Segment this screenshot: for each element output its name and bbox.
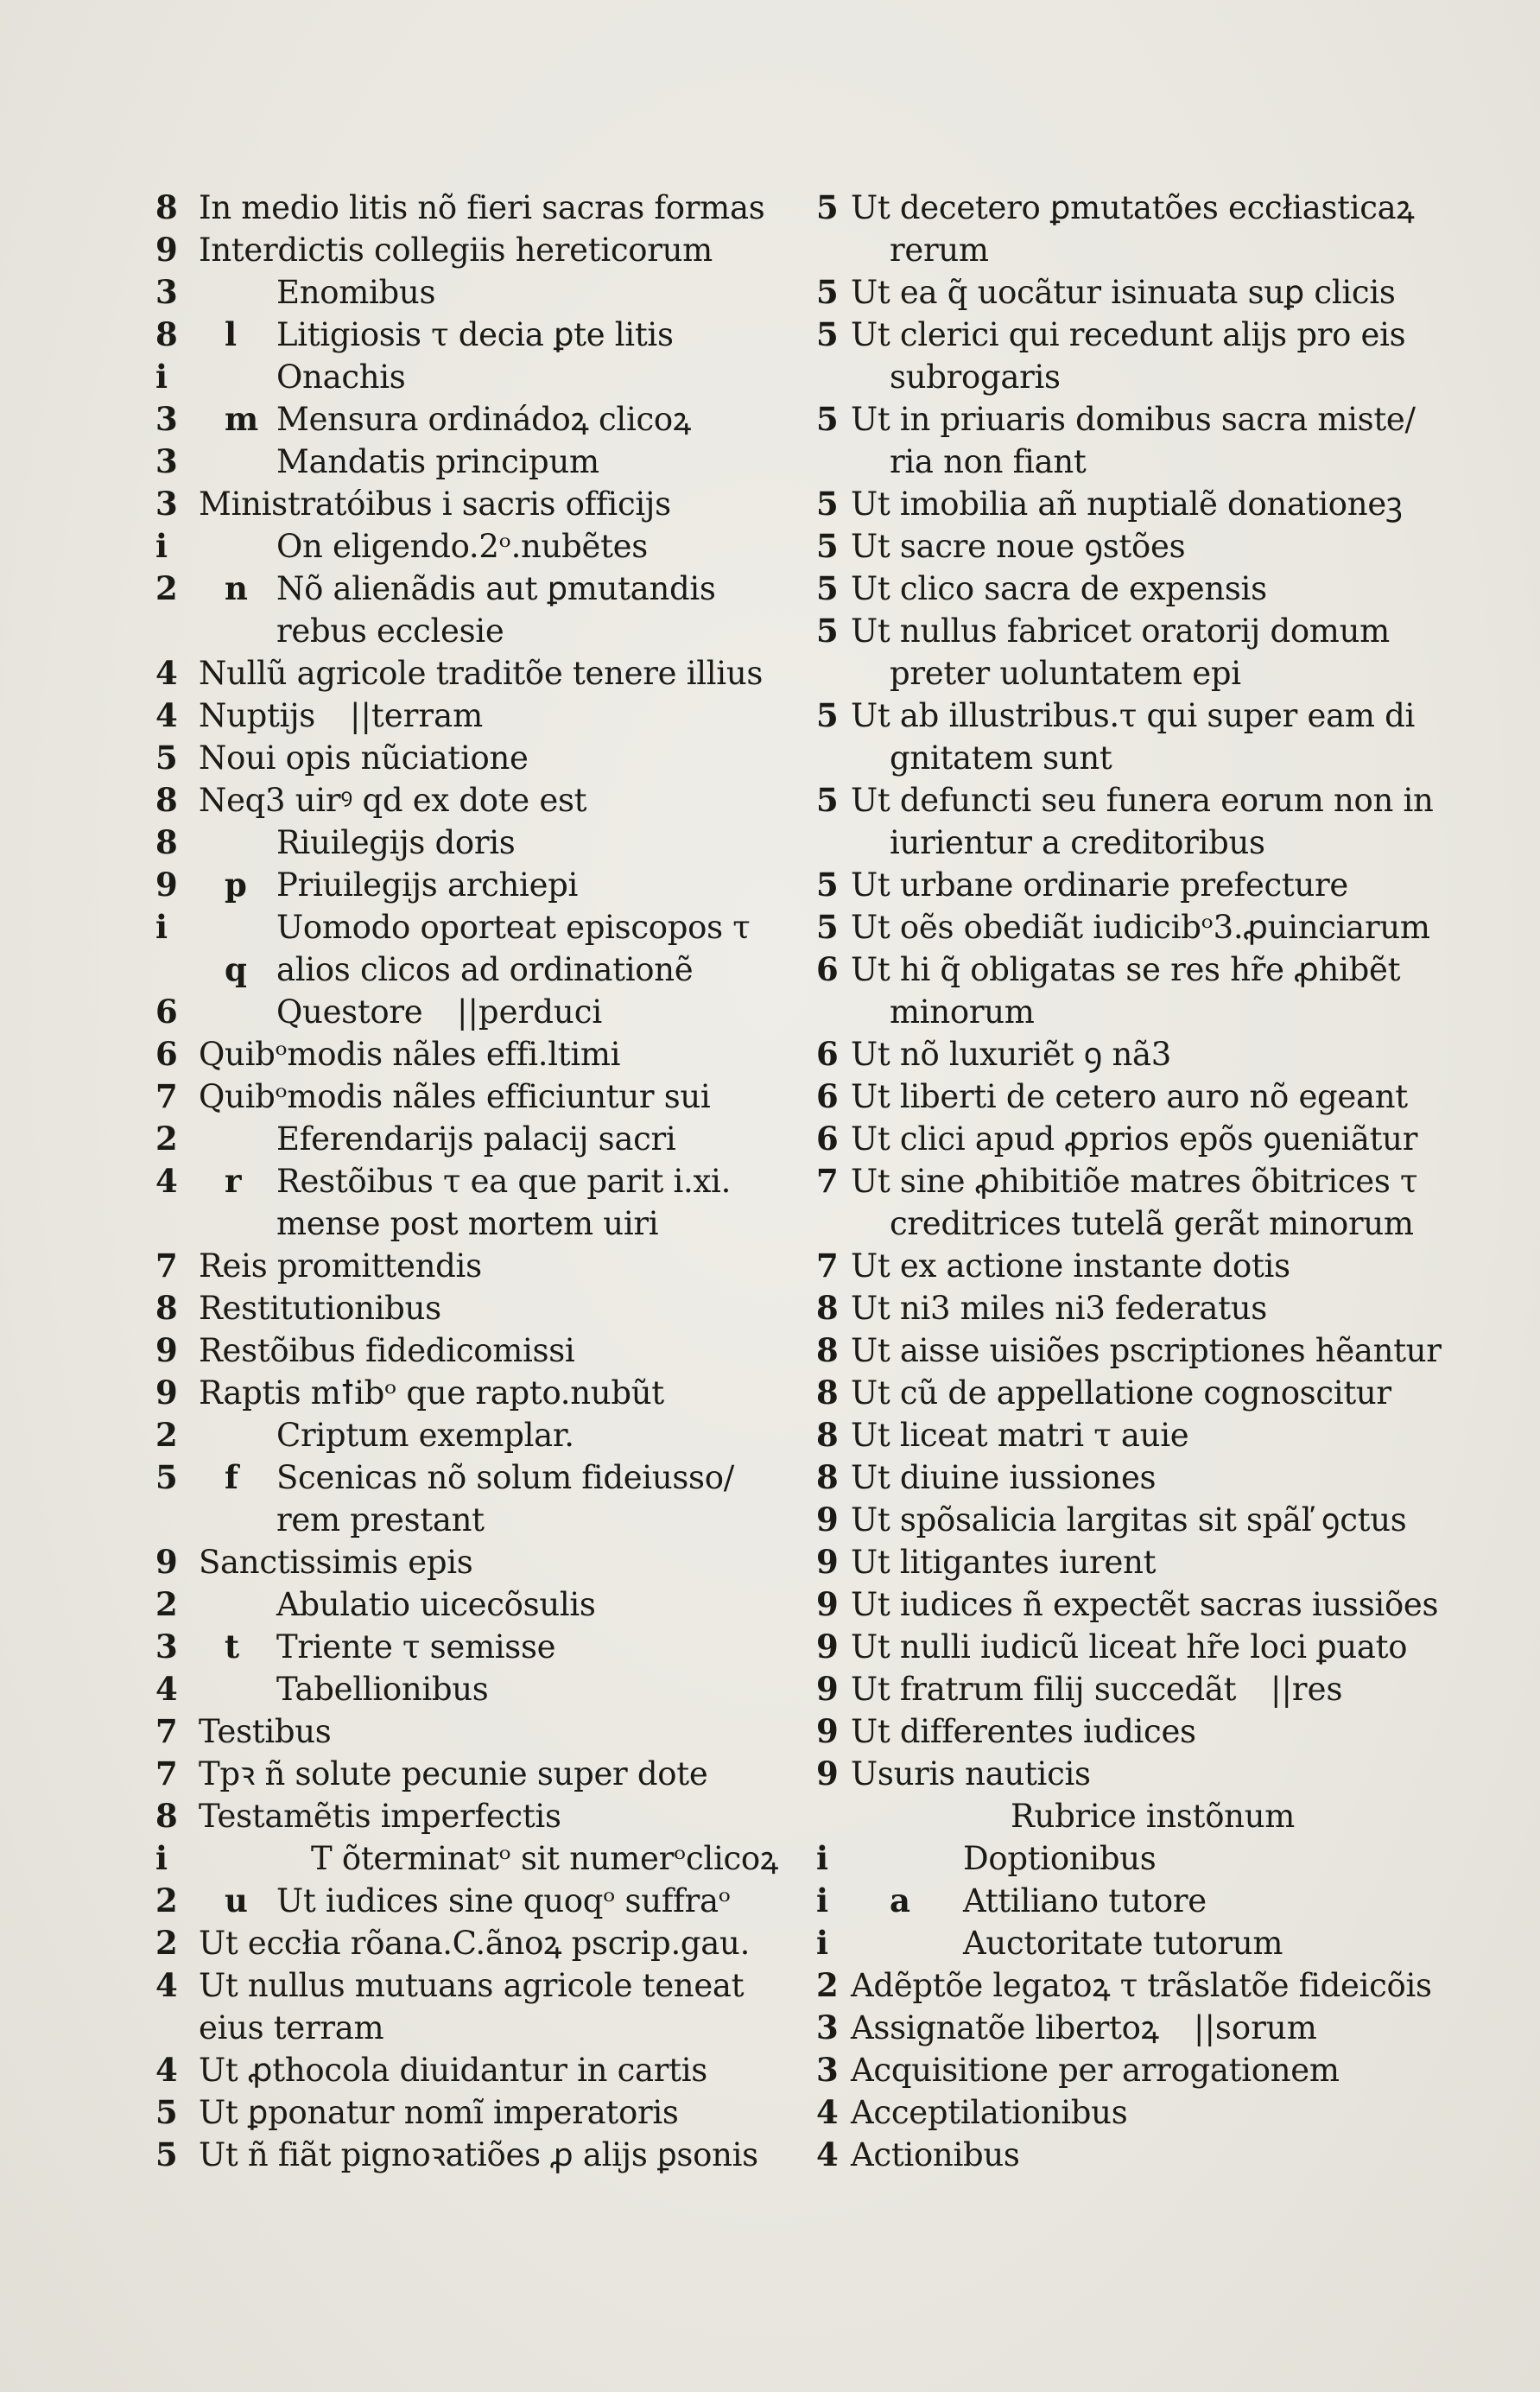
entry-text: Reis promittendis [199,1247,482,1285]
index-column-right [808,187,1447,2176]
index-entry [808,1753,1447,1795]
entry-number: i [155,908,168,946]
section-letter: q [225,950,247,988]
continuation-note: ||sorum [1194,2009,1317,2046]
index-entry [808,568,1447,610]
entry-text: Enomibus [276,274,436,311]
index-entry [155,1329,777,1372]
entry-text: Ut diuine iussiones [851,1459,1157,1496]
index-entry [808,229,1447,271]
index-entry [155,1668,777,1710]
entry-number: 5 [816,866,839,904]
section-letter: f [225,1458,238,1496]
index-entry [808,1202,1447,1245]
entry-number: i [155,527,168,565]
entry-text: Ut urbane ordinarie prefecture [851,866,1348,904]
index-entry [808,1795,1447,1837]
index-entry [155,1880,777,1922]
entry-number: 4 [155,696,178,734]
entry-text: Abulatio uicecõsulis [276,1586,596,1623]
entry-number: 5 [155,739,178,777]
index-entry [808,1456,1447,1499]
index-entry [808,1964,1447,2007]
entry-number: 2 [816,1966,839,2004]
entry-number: 9 [155,866,178,904]
entry-number: 5 [816,485,839,523]
index-entry [808,1329,1447,1372]
entry-number: 9 [816,1585,839,1623]
index-entry [808,1075,1447,1118]
index-entry [808,1414,1447,1456]
entry-text: Testibus [199,1713,332,1750]
entry-number: 9 [155,1543,178,1581]
entry-text: Nõ alienãdis aut ꝑmutandis [276,570,716,607]
entry-text: Interdictis collegiis hereticorum [199,232,713,269]
index-entry [155,1160,777,1202]
entry-text: Acceptilationibus [851,2094,1128,2131]
entry-text: Ut liceat matri τ auie [851,1417,1189,1454]
entry-text: Adẽptõe legatoꝝ τ trãslatõe fideicõis [851,1967,1432,2004]
entry-text: Restõibus τ ea que parit i.xi. [276,1163,732,1200]
entry-text: Ut liberti de cetero auro nõ egeant [851,1078,1408,1115]
index-entry [808,695,1447,737]
index-entry [808,483,1447,525]
entry-text: Ut ab illustribus.τ qui super eam di [851,697,1415,734]
entry-text: Actionibus [851,2136,1020,2173]
entry-number: 9 [816,1543,839,1581]
entry-text: Ut ꝑponatur nomĩ imperatoris [199,2094,679,2131]
index-column-left [155,187,777,2176]
index-entry [155,822,777,864]
index-entry [155,737,777,779]
index-entry [155,864,777,906]
entry-number: 6 [155,993,178,1031]
entry-number: 3 [816,2051,839,2089]
entry-number: 2 [155,1416,178,1454]
entry-text: Onachis [276,358,406,396]
entry-number: 5 [155,2135,178,2173]
entry-number: 4 [155,1966,178,2004]
entry-text: Ut differentes iudices [851,1713,1196,1750]
entry-text: Ut ñ fiãt pignoꝛatiões ꝓ alijs ꝑsonis [199,2136,758,2173]
index-entry [155,949,777,991]
index-entry [808,1710,1447,1753]
entry-text: Raptis mꝉibᵒ que rapto.nubũt [199,1374,664,1412]
index-entry [808,1837,1447,1880]
index-entry [155,441,777,483]
entry-number: 4 [155,1162,178,1200]
entry-text: iurientur a creditoribus [890,824,1265,861]
index-entry [808,1245,1447,1287]
index-entry [155,1202,777,1245]
entry-number: 8 [155,315,178,353]
entry-text: Riuilegijs doris [276,824,516,861]
entry-text: Ut ꝓthocola diuidantur in cartis [199,2052,707,2089]
index-entry [808,864,1447,906]
entry-number: 5 [816,569,839,607]
entry-text: minorum [890,993,1035,1031]
index-entry [155,1626,777,1668]
index-entry [155,652,777,695]
entry-text: Ut iudices sine quoqᵒ suffraᵒ [276,1882,731,1919]
index-entry [808,271,1447,314]
index-entry [808,1541,1447,1583]
index-entry [155,1710,777,1753]
index-entry [808,1880,1447,1922]
entry-number: 9 [816,1712,839,1750]
entry-number: 8 [816,1416,839,1454]
entry-number: 9 [816,1501,839,1539]
entry-number: 7 [816,1247,839,1285]
entry-number: 9 [155,231,178,269]
index-entry [155,1414,777,1456]
entry-number: 7 [155,1712,178,1750]
entry-number: 2 [155,1924,178,1962]
index-entry [155,2091,777,2134]
entry-text: Ut hi q̃ obligatas se res hr̃e ꝓhibẽt [851,951,1401,988]
continuation-note: ||perduci [457,993,603,1031]
entry-number: 3 [816,2008,839,2046]
entry-number: 8 [155,781,178,819]
entry-text: Ut oẽs obediãt iudicibᵒ3.ꝓuinciarum [851,909,1430,946]
entry-number: 4 [816,2093,839,2131]
index-entry [808,1668,1447,1710]
index-entry [155,1033,777,1075]
entry-number: 5 [816,781,839,819]
entry-number: 2 [155,1881,178,1919]
index-entry [155,1922,777,1964]
entry-text: Sanctissimis epis [199,1544,473,1581]
entry-number: 8 [816,1331,839,1369]
section-letter: r [225,1162,242,1200]
entry-number: 9 [155,1374,178,1412]
index-entry [155,1075,777,1118]
entry-text: Ut clerici qui recedunt alijs pro eis [851,316,1406,353]
entry-number: 8 [816,1289,839,1327]
entry-text: rem prestant [276,1501,485,1539]
entry-number: 5 [816,273,839,311]
entry-text: Criptum exemplar. [276,1417,574,1454]
entry-text: Mensura ordinádoꝝ clicoꝝ [276,401,691,438]
entry-text: Ut ex actione instante dotis [851,1247,1290,1285]
entry-number: 6 [816,1035,839,1073]
entry-number: 8 [816,1458,839,1496]
index-entry [808,398,1447,441]
index-entry [808,906,1447,949]
index-entry [808,1160,1447,1202]
entry-number: i [155,358,168,396]
index-entry [808,1626,1447,1668]
index-entry [155,1964,777,2007]
entry-number: i [816,1839,829,1877]
entry-text: Ut decetero ꝑmutatões eccłiasticaꝝ [851,189,1415,226]
index-entry [808,1033,1447,1075]
entry-text: creditrices tutelã gerãt minorum [890,1205,1414,1242]
entry-text: Ut fratrum filij succedãt [851,1671,1237,1708]
index-entry [808,1118,1447,1160]
entry-text: Neq3 uirꝰ qd ex dote est [199,782,587,819]
index-entry [808,1583,1447,1626]
section-letter: t [225,1627,240,1666]
entry-number: 5 [816,696,839,734]
entry-number: i [816,1881,829,1919]
entry-text: On eligendo.2ᵒ.nubẽtes [276,528,648,565]
entry-text: Priuilegijs archiepi [276,866,579,904]
entry-number: 6 [816,950,839,988]
index-entry [155,356,777,398]
entry-text: Auctoritate tutorum [963,1925,1283,1962]
index-entry [808,991,1447,1033]
index-entry [155,271,777,314]
section-letter: u [225,1881,248,1919]
index-entry [155,2049,777,2091]
entry-text: Ut nõ luxuriẽt ꝯ nã3 [851,1036,1171,1073]
entry-number: 4 [816,2135,839,2173]
index-entry [155,187,777,229]
entry-text: Ut cũ de appellatione cognoscitur [851,1374,1391,1412]
index-entry [155,1118,777,1160]
index-entry [808,2091,1447,2134]
entry-number: 4 [155,1670,178,1708]
entry-number: 2 [155,569,178,607]
entry-number: 3 [155,485,178,523]
entry-text: Litigiosis τ decia ꝑte litis [276,316,674,353]
index-entry [155,1287,777,1329]
entry-text: mense post mortem uiri [276,1205,659,1242]
entry-number: 9 [155,1331,178,1369]
entry-text: Ut in priuaris domibus sacra miste/ [851,401,1416,438]
index-entry [808,610,1447,652]
index-entry [808,187,1447,229]
entry-text: Acquisitione per arrogationem [851,2052,1340,2089]
entry-text: Eferendarijs palacij sacri [276,1120,676,1158]
index-entry [808,822,1447,864]
entry-text: Ut nulli iudicũ liceat hr̃e loci ꝑuato [851,1628,1408,1666]
entry-text: Ut aisse uisiões pscriptiones hẽantur [851,1332,1442,1369]
section-letter: n [225,569,248,607]
index-entry [155,779,777,822]
section-letter: m [225,400,259,438]
entry-text: T õterminatᵒ sit numerᵒclicoꝝ [311,1840,778,1877]
entry-text: Tpꝛ ñ solute pecunie super dote [199,1755,708,1792]
entry-number: 5 [816,527,839,565]
index-entry [808,1499,1447,1541]
entry-number: 8 [155,1797,178,1835]
entry-text: Ut litigantes iurent [851,1544,1157,1581]
index-entry [808,356,1447,398]
entry-number: 5 [816,188,839,226]
index-entry [155,610,777,652]
index-entry [155,2007,777,2049]
entry-number: 5 [816,908,839,946]
entry-number: 2 [155,1585,178,1623]
entry-text: eius terram [199,2009,384,2046]
entry-text: Ut spõsalicia largitas sit spãľ ꝯctus [851,1501,1407,1539]
entry-number: 9 [816,1754,839,1792]
continuation-note: ||terram [350,697,484,734]
entry-text: alios clicos ad ordinationẽ [276,951,694,988]
entry-number: 3 [155,1627,178,1666]
index-entry [808,441,1447,483]
entry-text: Triente τ semisse [276,1628,556,1666]
index-entry [155,1753,777,1795]
index-entry [808,737,1447,779]
entry-number: 3 [155,442,178,480]
index-entry [155,695,777,737]
index-entry [155,1795,777,1837]
entry-number: 4 [155,2051,178,2089]
index-entry [155,483,777,525]
entry-text: Usuris nauticis [851,1755,1091,1792]
entry-text: Questore [276,993,423,1031]
entry-text: Restitutionibus [199,1290,441,1327]
entry-number: i [816,1924,829,1962]
entry-text: Doptionibus [963,1840,1157,1877]
entry-number: 8 [155,823,178,861]
entry-number: 5 [155,1458,178,1496]
entry-text: Ut defuncti seu funera eorum non in [851,782,1434,819]
index-entry [155,1541,777,1583]
entry-text: Ministratóibus i sacris officijs [199,485,671,523]
section-letter: p [225,866,247,904]
index-entry [808,949,1447,991]
entry-text: preter uoluntatem epi [890,655,1241,692]
entry-text: Ut sine ꝓhibitiõe matres õbitrices τ [851,1163,1418,1200]
entry-text: Testamẽtis imperfectis [199,1798,561,1835]
entry-number: 5 [155,2093,178,2131]
entry-number: 6 [816,1077,839,1115]
entry-text: Ut ea q̃ uocãtur isinuata suꝑ clicis [851,274,1396,311]
entry-text: Rubrice instõnum [1011,1798,1296,1835]
index-entry [808,1922,1447,1964]
entry-text: Mandatis principum [276,443,599,480]
entry-text: subrogaris [890,358,1061,396]
entry-text: rerum [890,232,989,269]
entry-text: Ut iudices ñ expectẽt sacras iussiões [851,1586,1439,1623]
entry-text: Nullũ agricole traditõe tenere illius [199,655,764,692]
entry-text: Nuptijs [199,697,315,734]
index-entry [155,1372,777,1414]
entry-text: Scenicas nõ solum fideiusso/ [276,1459,734,1496]
entry-text: Ut sacre noue ꝯstões [851,528,1186,565]
entry-number: 4 [155,654,178,692]
entry-number: 5 [816,400,839,438]
entry-number: 7 [816,1162,839,1200]
entry-text: Tabellionibus [276,1671,489,1708]
index-entry [155,1837,777,1880]
index-entry [808,1372,1447,1414]
entry-number: 6 [816,1120,839,1158]
index-entry [155,568,777,610]
entry-number: 8 [816,1374,839,1412]
index-entry [155,314,777,356]
entry-number: i [155,1839,168,1877]
index-entry [155,525,777,568]
entry-text: Ut imobilia añ nuptialẽ donationeꝫ [851,485,1403,523]
entry-text: rebus ecclesie [276,612,504,650]
index-entry [155,1583,777,1626]
entry-text: Ut eccłia rõana.C.ãnoꝝ pscrip.gau. [199,1925,751,1962]
entry-number: 7 [155,1754,178,1792]
entry-text: Ut nullus mutuans agricole teneat [199,1967,745,2004]
entry-number: 6 [155,1035,178,1073]
entry-text: Quibᵒmodis nãles effi.ltimi [199,1036,621,1073]
index-entry [808,1287,1447,1329]
index-entry [808,2134,1447,2176]
index-entry [808,314,1447,356]
continuation-note: ||res [1271,1671,1343,1708]
entry-number: 7 [155,1077,178,1115]
entry-text: Ut clico sacra de expensis [851,570,1267,607]
entry-text: Assignatõe libertoꝝ [851,2009,1159,2046]
index-entry [155,398,777,441]
section-letter: a [890,1881,910,1919]
entry-text: Ut clici apud ꝓprios epõs ꝯueniãtur [851,1120,1418,1158]
section-letter: l [225,315,238,353]
index-entry [155,229,777,271]
entry-number: 9 [816,1627,839,1666]
entry-number: 8 [155,188,178,226]
index-entry [155,991,777,1033]
entry-text: Quibᵒmodis nãles efficiuntur sui [199,1078,711,1115]
entry-text: Noui opis nũciatione [199,739,529,777]
entry-number: 2 [155,1120,178,1158]
index-entry [155,906,777,949]
index-entry [808,2007,1447,2049]
index-entry [808,779,1447,822]
index-entry [155,1456,777,1499]
entry-text: In medio litis nõ fieri sacras formas [199,189,765,226]
entry-number: 3 [155,400,178,438]
entry-text: Attiliano tutore [963,1882,1207,1919]
index-entry [155,1499,777,1541]
index-entry [155,1245,777,1287]
index-entry [808,2049,1447,2091]
index-entry [808,652,1447,695]
index-entry [808,525,1447,568]
entry-number: 7 [155,1247,178,1285]
index-entry [155,2134,777,2176]
entry-text: Ut nullus fabricet oratorij domum [851,612,1390,650]
entry-number: 3 [155,273,178,311]
entry-text: gnitatem sunt [890,739,1112,777]
entry-text: Ut ni3 miles ni3 federatus [851,1290,1267,1327]
entry-number: 9 [816,1670,839,1708]
entry-text: ria non fiant [890,443,1087,480]
entry-number: 5 [816,612,839,650]
entry-text: Restõibus fidedicomissi [199,1332,575,1369]
entry-number: 5 [816,315,839,353]
entry-text: Uomodo oporteat episcopos τ [276,909,751,946]
entry-number: 8 [155,1289,178,1327]
